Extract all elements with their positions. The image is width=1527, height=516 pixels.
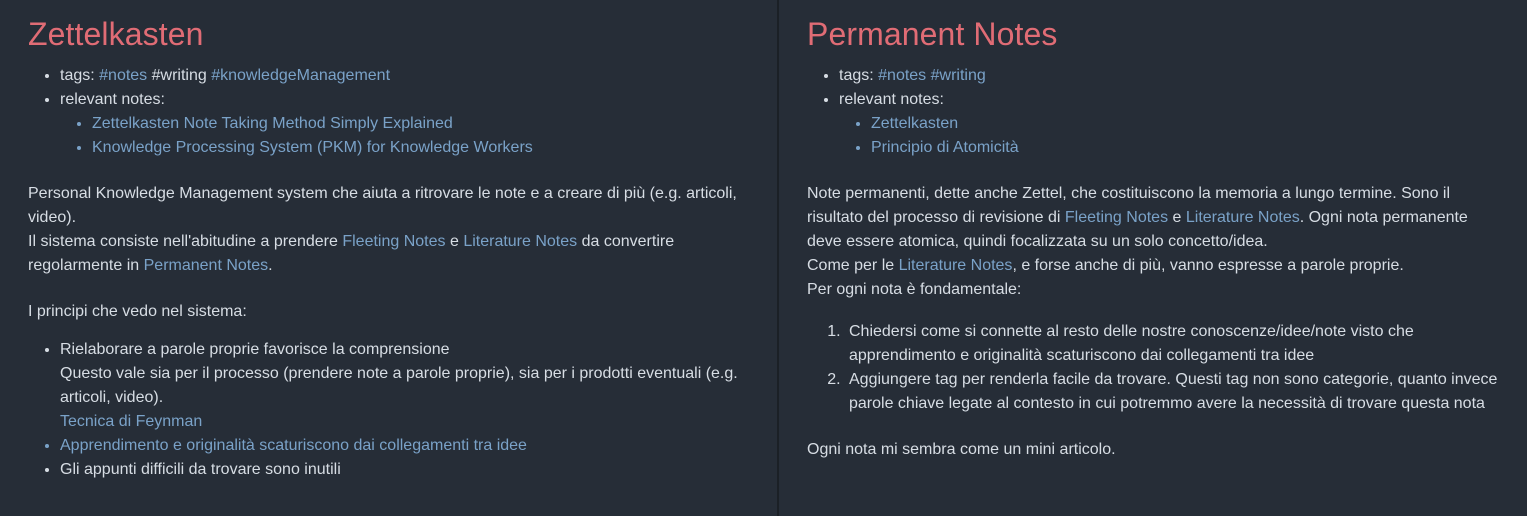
tag-notes[interactable]: #notes	[878, 67, 927, 84]
list-item	[60, 458, 749, 482]
link-literature-notes[interactable]: Literature Notes	[463, 233, 578, 250]
tags-label: tags:	[839, 67, 874, 84]
principle-1-line1: • Rielaborare a parole proprie favorisce la comprensione	[60, 341, 450, 358]
metadata-list	[807, 64, 1499, 160]
relevant-notes-label: relevant notes:	[839, 91, 944, 108]
text-fragment: Il sistema consiste nell'abitudine a prendere	[28, 233, 343, 250]
list-item[interactable]	[871, 112, 1499, 136]
page-title: Permanent Notes	[807, 16, 1058, 52]
relevant-notes-row	[60, 88, 749, 160]
link-tecnica-di-feynman[interactable]: Tecnica di Feynman	[60, 413, 203, 430]
tag-knowledge-management[interactable]: #knowledgeManagement	[211, 67, 391, 84]
list-item: 1. Chiedersi come si connette al resto delle nostre conoscenze/idee/note visto che apprendimento e originalità scaturiscono dai collegamenti tra idee	[845, 320, 1499, 368]
link-fleeting-notes[interactable]: Fleeting Notes	[342, 233, 446, 250]
paragraph-intro-line2	[28, 233, 674, 274]
tag-notes[interactable]: #notes	[99, 67, 148, 84]
relevant-notes-list	[839, 112, 1499, 160]
link-principio-di-atomicita[interactable]: Principio di Atomicità	[871, 139, 1019, 156]
text-fragment: da convertire regolarmente in	[28, 233, 675, 274]
link-pkm-system[interactable]: Knowledge Processing System (PKM) for Knowledge Workers	[92, 139, 533, 156]
pane-permanent-notes	[779, 0, 1527, 516]
tags-row	[60, 64, 749, 88]
text-fragment: Note permanenti, dette anche Zettel, che costituiscono la memoria a lungo termine. Sono il risultato del processo di revisione di	[807, 185, 1451, 226]
relevant-notes-label: relevant notes:	[60, 91, 165, 108]
relevant-notes-row	[839, 88, 1499, 160]
principles-list	[28, 338, 749, 482]
paragraph-intro	[28, 182, 749, 278]
fundamentals-list	[807, 320, 1499, 416]
tag-writing[interactable]: #writing	[151, 67, 207, 84]
paragraph-definition-line2	[807, 254, 1499, 278]
list-item[interactable]	[92, 136, 749, 160]
link-fleeting-notes[interactable]: Fleeting Notes	[1064, 209, 1169, 226]
metadata-list	[28, 64, 749, 160]
principle-1-line2: Questo vale sia per il processo (prendere note a parole proprie), sia per i prodotti eventuali (e.g. articoli, video).	[60, 365, 738, 406]
paragraph-intro-line1: Personal Knowledge Management system che aiuta a ritrovare le note e a creare di più (e.g. articoli, video).	[28, 185, 737, 226]
link-literature-notes-2[interactable]: Literature Notes	[898, 257, 1013, 274]
text-fragment: , e forse anche di più, vanno espresse a parole proprie.	[1012, 257, 1404, 274]
principle-3: Gli appunti difficili da trovare sono inutili	[60, 461, 341, 478]
list-item	[60, 338, 749, 434]
tag-writing[interactable]: #writing	[930, 67, 986, 84]
paragraph-definition-line3: Per ogni nota è fondamentale:	[807, 281, 1022, 298]
paragraph-closing: Ogni nota mi sembra come un mini articolo.	[807, 441, 1116, 458]
paragraph-principles-heading: I principi che vedo nel sistema:	[28, 303, 247, 320]
text-fragment: Come per le	[807, 257, 899, 274]
tags-row	[839, 64, 1499, 88]
list-item[interactable]	[871, 136, 1499, 160]
link-literature-notes[interactable]: Literature Notes	[1185, 209, 1300, 226]
page-title: Zettelkasten	[28, 16, 204, 52]
paragraph-definition	[807, 182, 1499, 302]
text-fragment: e	[445, 233, 464, 250]
list-item[interactable]	[60, 434, 749, 458]
tags-label: tags:	[60, 67, 95, 84]
relevant-notes-list	[60, 112, 749, 160]
link-permanent-notes[interactable]: Permanent Notes	[143, 257, 269, 274]
text-fragment: . Ogni nota permanente deve essere atomica, quindi focalizzata su un solo concetto/idea.	[807, 209, 1468, 250]
text-fragment: .	[268, 257, 273, 274]
link-zettelkasten[interactable]: Zettelkasten	[871, 115, 959, 132]
list-item: 2. Aggiungere tag per renderla facile da trovare. Questi tag non sono categorie, quanto invece parole chiave legate al contesto in cui potremmo avere la necessità di trovare questa nota	[845, 368, 1499, 416]
text-fragment: e	[1168, 209, 1186, 226]
link-zettelkasten-method[interactable]: Zettelkasten Note Taking Method Simply Explained	[92, 115, 453, 132]
link-apprendimento-originalita[interactable]: Apprendimento e originalità scaturiscono dai collegamenti tra idee	[60, 437, 527, 454]
list-item[interactable]	[92, 112, 749, 136]
